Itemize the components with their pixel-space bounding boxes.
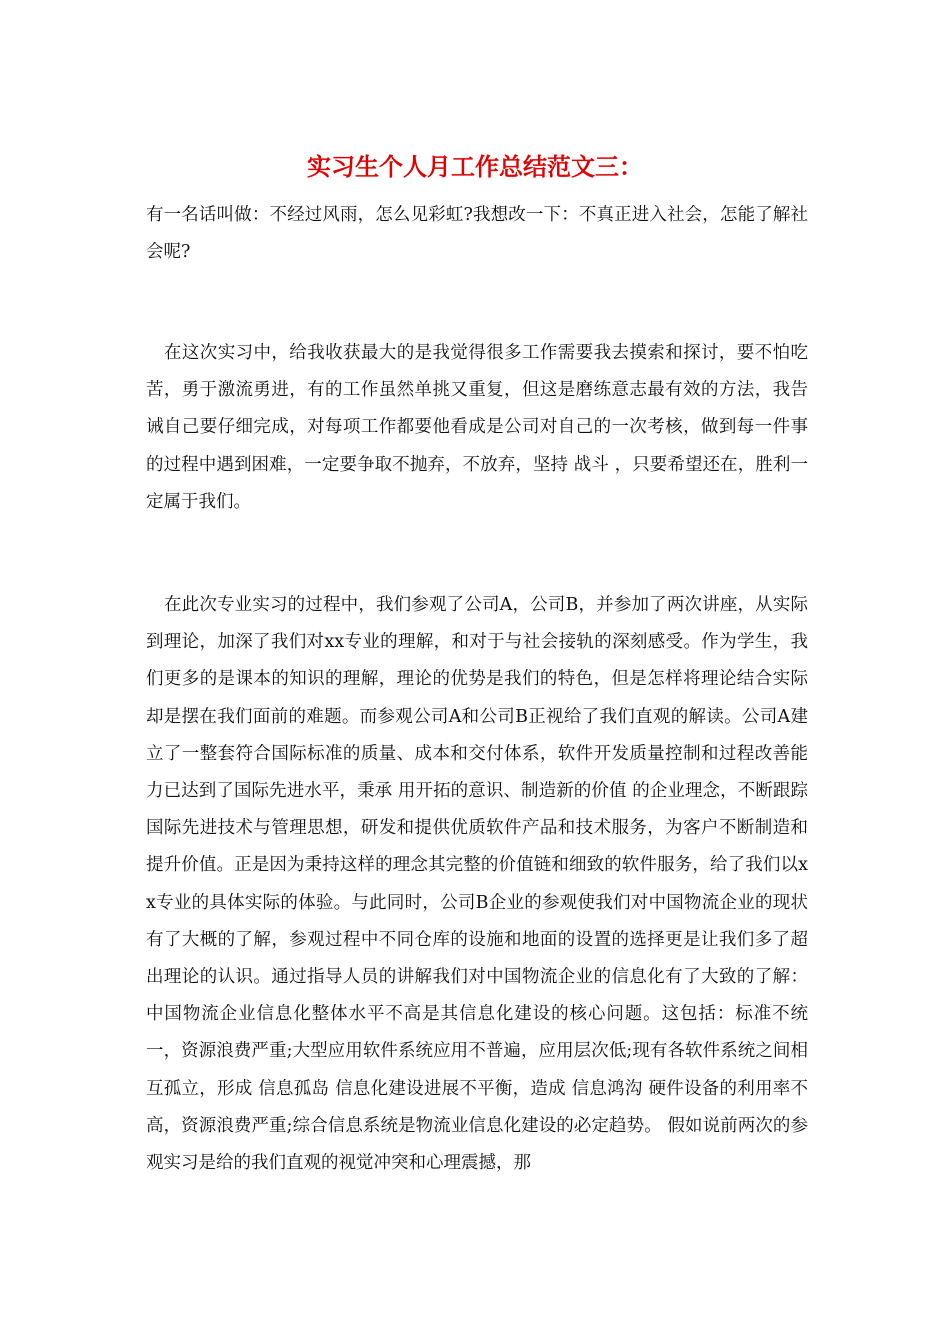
body-paragraph-2: 在此次专业实习的过程中，我们参观了公司A，公司B，并参加了两次讲座，从实际到理论，加深了我们对xx专业的理解，和对于与社会接轨的深刻感受。作为学生，我们更多的是课本的知识的理解，理论的优势是我们的特色，但是怎样将理论结合实际却是摆在我们面前的难题。而参观公司A和公司B正视给了我们直观的解读。公司A建立了一整套符合国际标准的质量、成本和交付体系，软件开发质量控制和过程改善能力已达到了国际先进水平，秉承 用开拓的意识、制造新的价值 的企业理念，不断跟踪国际先进技术与管理思想，研发和提供优质软件产品和技术服务，为客户不断制造和提升价值。正是因为秉持这样的理念其完整的价值链和细致的软件服务，给了我们以xx专业的具体实际的体验。与此同时，公司B企业的参观使我们对中国物流企业的现状有了大概的了解，参观过程中不同仓库的设施和地面的设置的选择更是让我们多了超出理论的认识。通过指导人员的讲解我们对中国物流企业的信息化有了大致的了解：中国物流企业信息化整体水平不高是其信息化建设的核心问题。这包括：标准不统一，资源浪费严重;大型应用软件系统应用不普遍，应用层次低;现有各软件系统之间相互孤立，形成 信息孤岛 信息化建设进展不平衡，造成 信息鸿沟 硬件设备的利用率不高，资源浪费严重;综合信息系统是物流业信息化建设的必定趋势。 假如说前两次的参观实习是给的我们直观的视觉冲突和心理震撼，那 <box>146 595 808 1174</box>
body-paragraph-1: 在这次实习中，给我收获最大的是我觉得很多工作需要我去摸索和探讨，要不怕吃苦，勇于激流勇进，有的工作虽然单挑又重复，但这是磨练意志最有效的方法，我告诫自己要仔细完成，对每项工作都要他看成是公司对自己的一次考核，做到每一件事的过程中遇到困难，一定要争取不抛弃，不放弃，坚持 战斗 ，只要希望还在，胜利一定属于我们。 <box>146 343 808 512</box>
document-title: 实习生个人月工作总结范文三： <box>307 152 643 181</box>
intro-paragraph: 有一名话叫做：不经过风雨，怎么见彩虹?我想改一下：不真正进入社会，怎能了解社会呢? <box>146 205 808 263</box>
